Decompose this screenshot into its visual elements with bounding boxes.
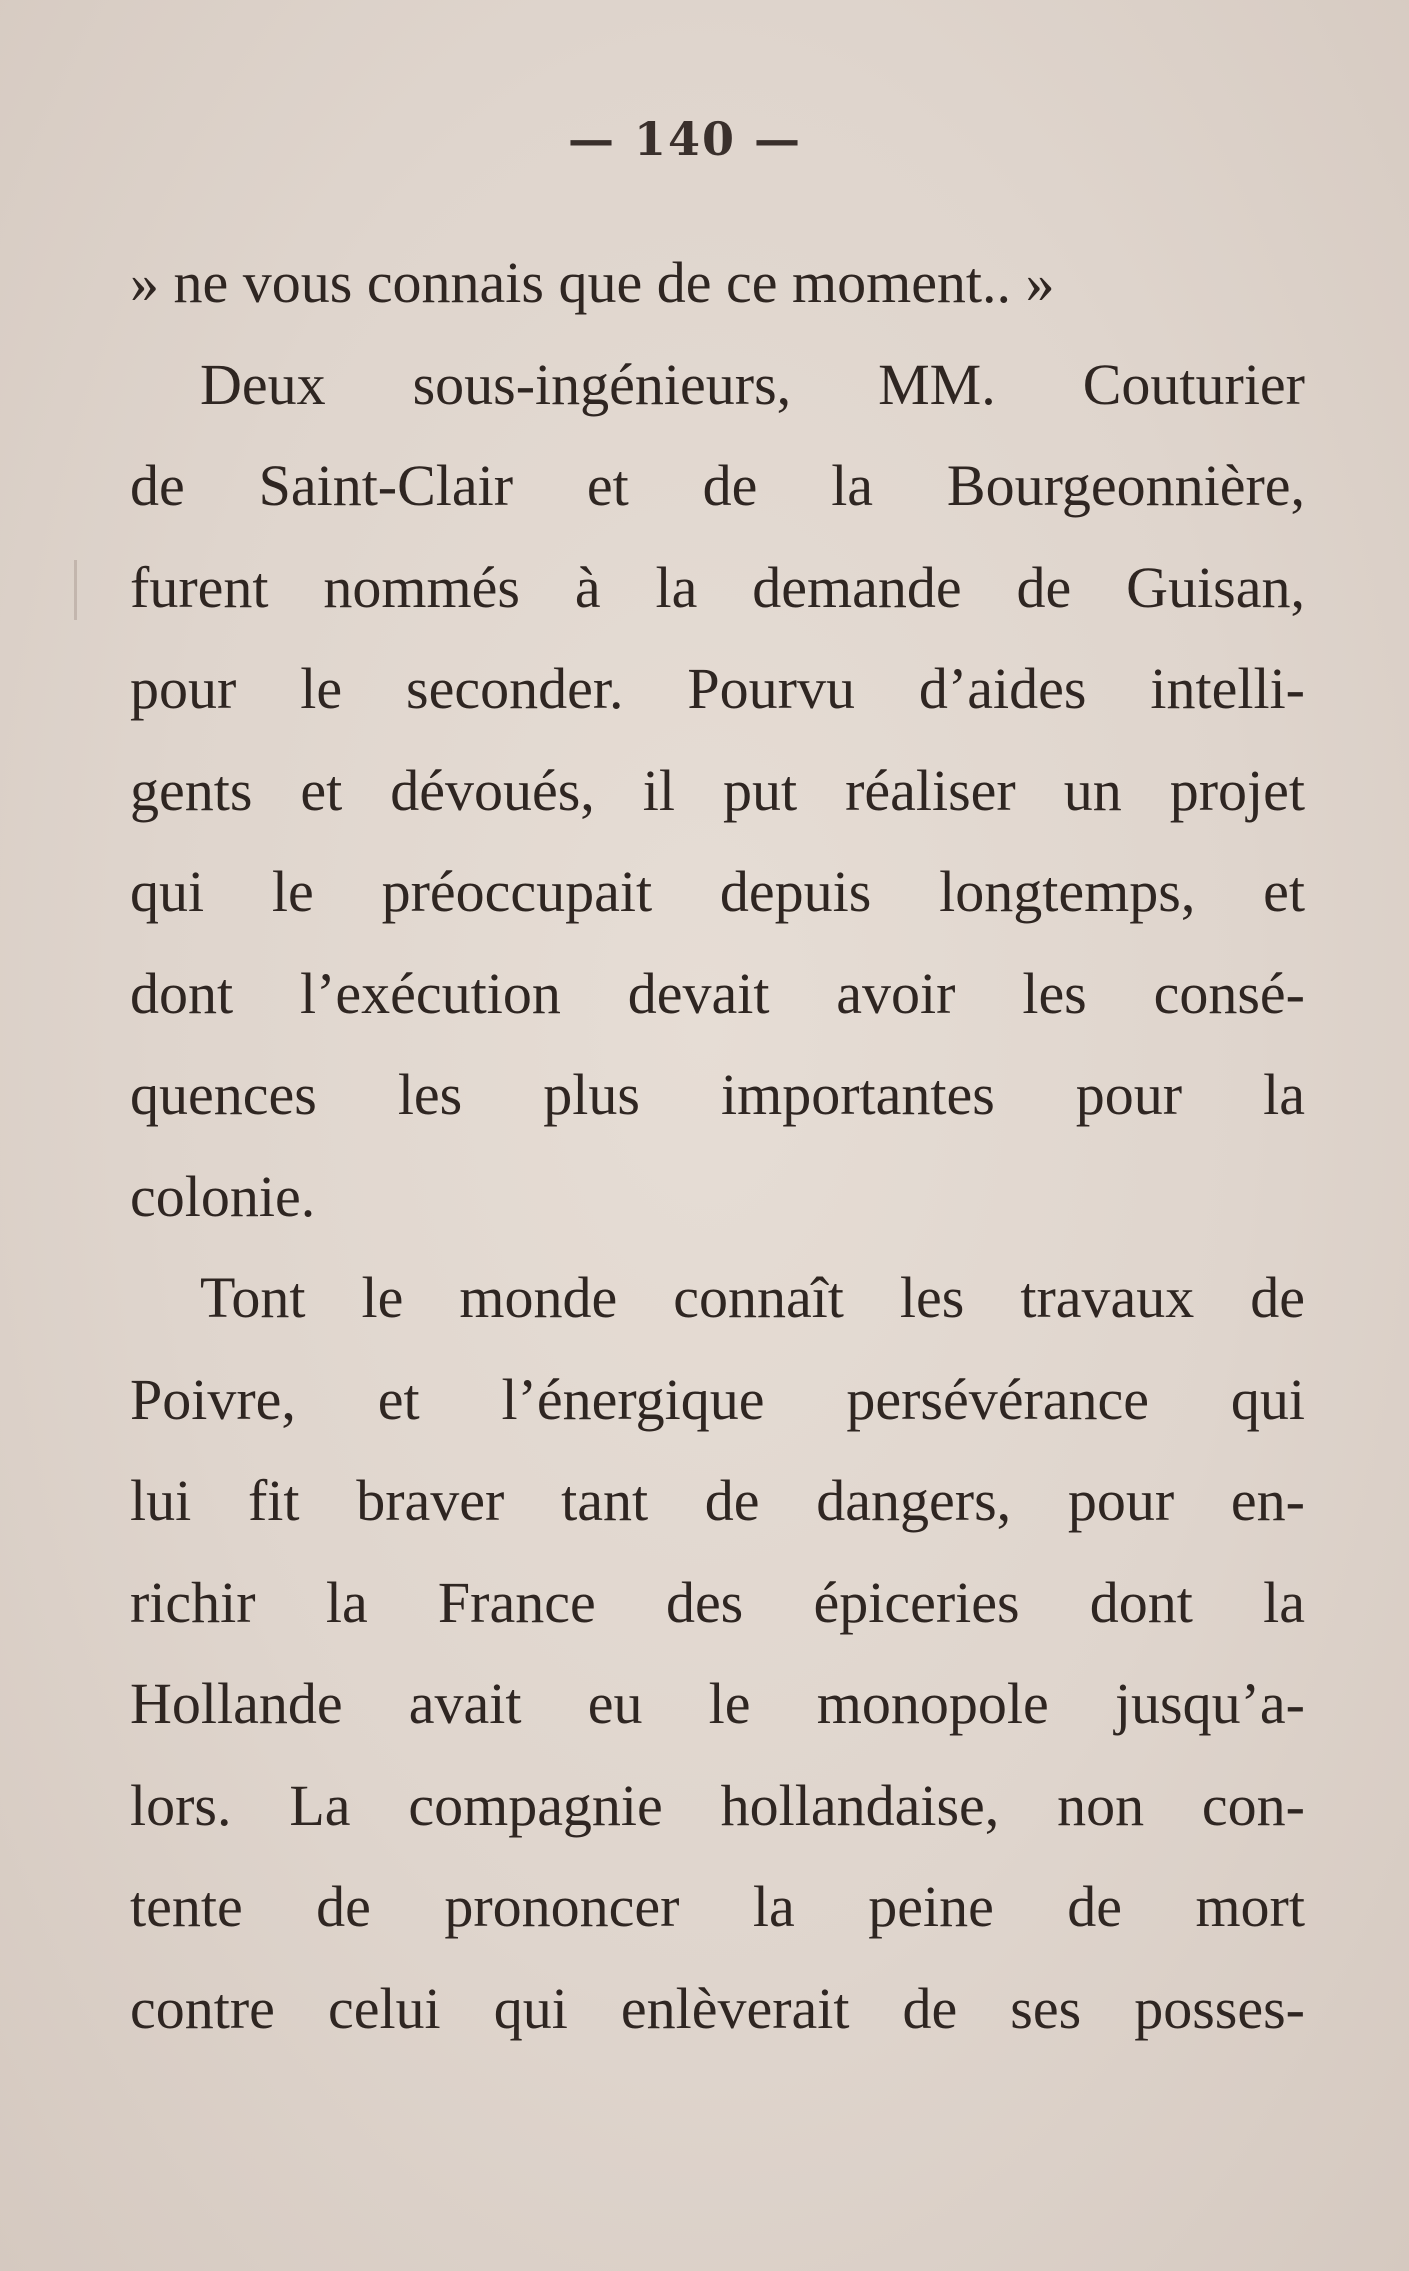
text-line: de Saint-Clair et de la Bourgeonnière,	[130, 453, 1305, 518]
text-line: tente de prononcer la peine de mort	[130, 1874, 1305, 1939]
page-number: — 140 —	[567, 112, 803, 166]
text-line: lui fit braver tant de dangers, pour en-	[130, 1468, 1305, 1533]
text-line: contre celui qui enlèverait de ses posses-	[130, 1975, 1305, 2041]
page-text	[130, 232, 1305, 2059]
text-line: Poivre, et l’énergique persévérance qui	[130, 1366, 1305, 1432]
text-line: dont l’exécution devait avoir les consé-	[130, 960, 1305, 1026]
text-line: richir la France des épiceries dont la	[130, 1569, 1305, 1635]
text-line: qui le préoccupait depuis longtemps, et	[130, 859, 1305, 924]
text-line: pour le seconder. Pourvu d’aides intelli-	[130, 656, 1305, 721]
text-line: Deux sous-ingénieurs, MM. Couturier	[200, 351, 1305, 417]
text-line: furent nommés à la demande de Guisan,	[130, 554, 1305, 620]
text-line: lors. La compagnie hollandaise, non con-	[130, 1772, 1305, 1838]
text-line: Hollande avait eu le monopole jusqu’a-	[130, 1671, 1305, 1736]
text-line: colonie.	[130, 1163, 316, 1229]
text-line: Tont le monde connaît les travaux de	[200, 1265, 1305, 1330]
text-line: quences les plus importantes pour la	[130, 1062, 1305, 1127]
text-line: gents et dévoués, il put réaliser un projet	[130, 757, 1305, 823]
text-line: » ne vous connais que de ce moment.. »	[130, 250, 1055, 315]
